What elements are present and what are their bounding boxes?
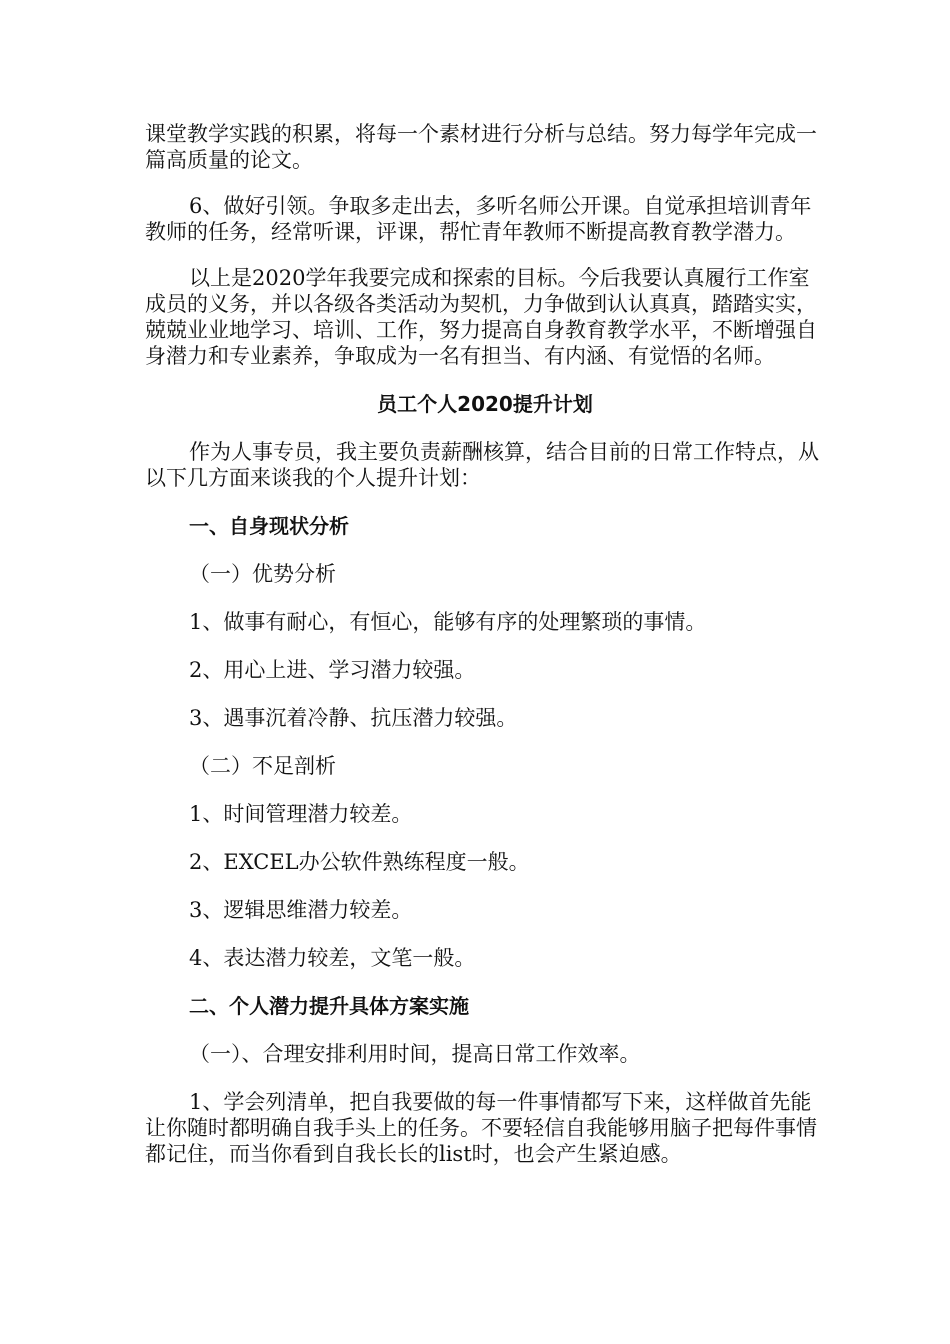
paragraph-intro: 作为人事专员，我主要负责薪酬核算，结合目前的日常工作特点，从以下几方面来谈我的个人提升计划：: [145, 440, 819, 490]
paragraph-continued: 课堂教学实践的积累，将每一个素材进行分析与总结。努力每学年完成一篇高质量的论文。: [145, 122, 817, 172]
subheading-time-management: （一）、合理安排利用时间，提高日常工作效率。: [189, 1042, 641, 1066]
advantage-item: 2、用心上进、学习潜力较强。: [189, 658, 476, 682]
shortcoming-item: 1、时间管理潜力较差。: [189, 802, 413, 826]
shortcoming-item: 4、表达潜力较差，文笔一般。: [189, 946, 476, 970]
subheading-advantages: （一）优势分析: [189, 562, 336, 586]
subheading-shortcomings: （二）不足剖析: [189, 754, 336, 778]
paragraph-list-tip: 1、学会列清单，把自我要做的每一件事情都写下来，这样做首先能让你随时都明确自我手头上的任务。不要轻信自我能够用脑子把每件事情都记住，而当你看到自我长长的list时，也会产生紧迫感。: [145, 1090, 817, 1166]
advantage-item: 3、遇事沉着冷静、抗压潜力较强。: [189, 706, 518, 730]
section-heading-2: 二、个人潜力提升具体方案实施: [189, 994, 469, 1018]
paragraph-conclusion: 以上是2020学年我要完成和探索的目标。今后我要认真履行工作室成员的义务，并以各级各类活动为契机，力争做到认认真真，踏踏实实，兢兢业业地学习、培训、工作，努力提高自身教育教学水平，不断增强自身潜力和专业素养，争取成为一名有担当、有内涵、有觉悟的名师。: [145, 266, 817, 368]
document-body: [145, 121, 825, 1167]
shortcoming-item: 2、EXCEL办公软件熟练程度一般。: [189, 850, 530, 874]
document-title: 员工个人2020提升计划: [377, 392, 593, 416]
shortcoming-item: 3、逻辑思维潜力较差。: [189, 898, 413, 922]
section-heading-1: 一、自身现状分析: [189, 514, 349, 538]
paragraph-item-6: 6、做好引领。争取多走出去，多听名师公开课。自觉承担培训青年教师的任务，经常听课，评课，帮忙青年教师不断提高教育教学潜力。: [145, 194, 812, 244]
advantage-item: 1、做事有耐心，有恒心，能够有序的处理繁琐的事情。: [189, 610, 707, 634]
